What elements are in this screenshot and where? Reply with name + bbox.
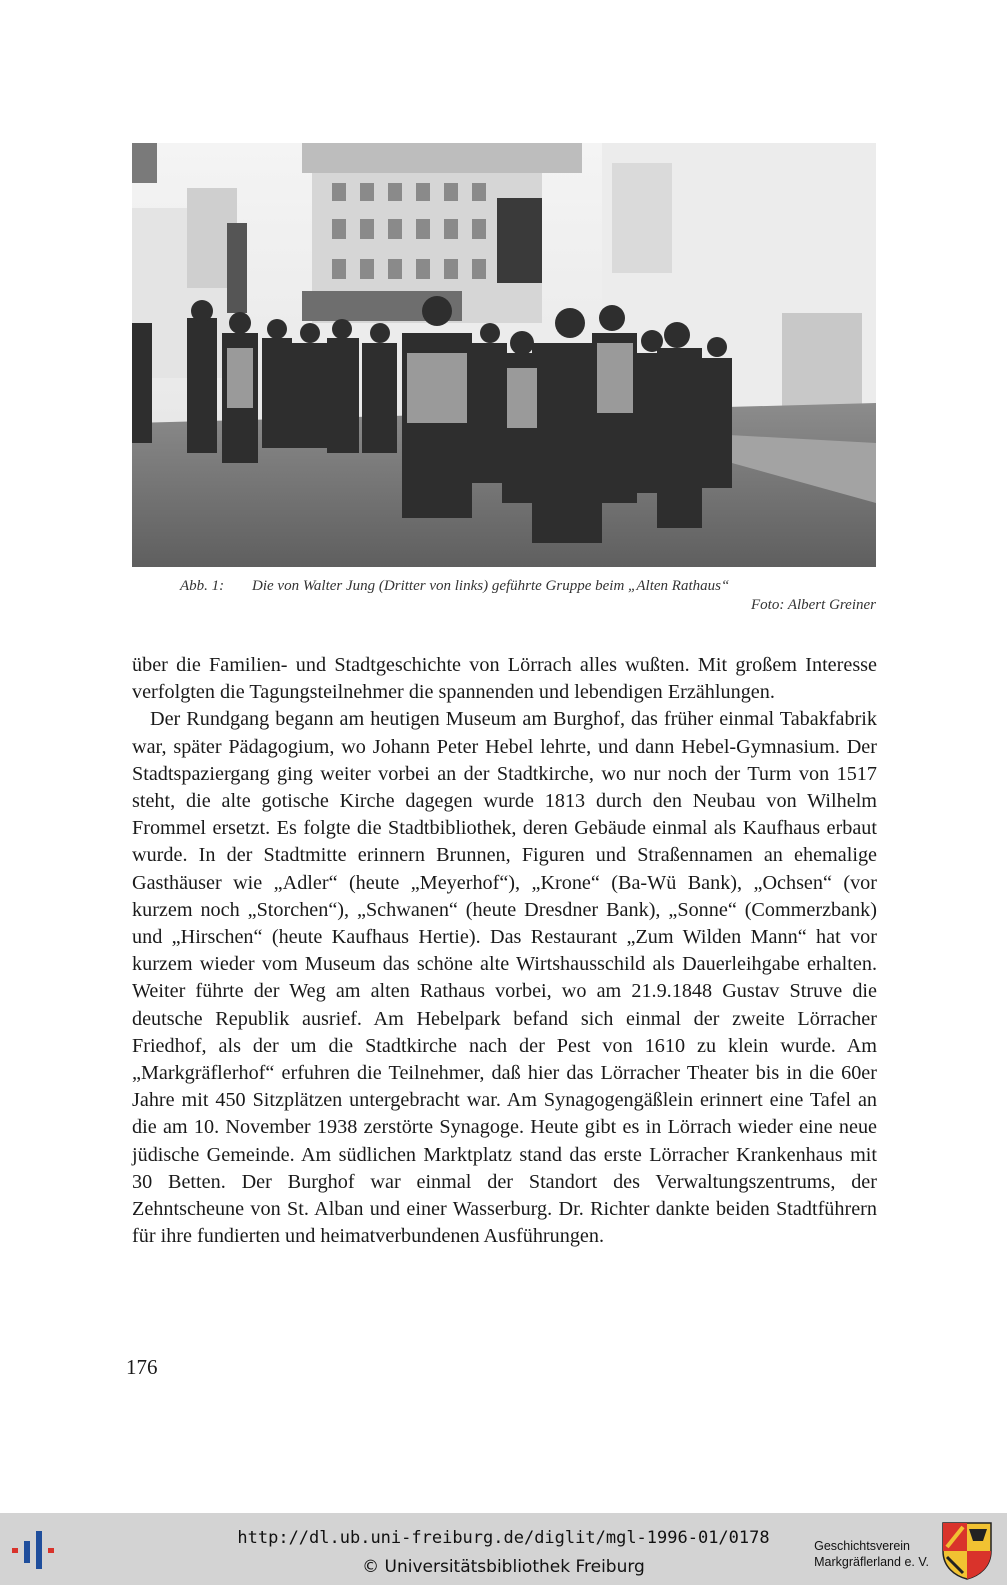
society-name-line2: Markgräflerland e. V. (814, 1555, 929, 1569)
figure-caption-text: Die von Walter Jung (Dritter von links) geführte Gruppe beim „Alten Rathaus“ (252, 578, 730, 594)
figure-label: Abb. 1: (180, 578, 225, 594)
paragraph: Der Rundgang begann am heutigen Museum am Burghof, das früher einmal Tabakfabrik war, später Pädagogium, wo Johann Peter Hebel lehrte, und dann Hebel-Gymnasium. Der Stadtspaziergang ging weiter vorbei an der Stadtkirche, wo nur noch der Turm von 1517 steht, die alte gotische Kirche dagegen wurde 1813 durch den Neubau von Wilhelm Frommel ersetzt. Es folgte die Stadtbibliothek, deren Gebäude einmal als Kaufhaus erbaut wurde. In der Stadtmitte erinnern Brunnen, Figuren und Straßennamen an ehemalige Gasthäuser wie „Adler“ (heute „Meyerhof“), „Krone“ (Ba-Wü Bank), „Ochsen“ (vor kurzem noch „Storchen“), „Schwanen“ (heute Dresdner Bank), „Sonne“ (Commerzbank) und „Hirschen“ (heute Kaufhaus Hertie). Das Restaurant „Zum Wilden Mann“ hat vor kurzem wieder vom Museum das schöne alte Wirtshausschild als Dauerleihgabe erhalten. Weiter führte der Weg am alten Rathaus vorbei, wo am 21.9.1848 Gustav Struve die deutsche Republik ausrief. Am Hebelpark befand sich einmal der zweite Lörracher Friedhof, als der um die Stadtkirche nach der Pest von 1610 zu klein wurde. Am „Markgräflerhof“ erfuhren die Teilnehmer, daß hier das Lörracher Theater bis in die 60er Jahre mit 450 Sitzplätzen untergebracht war. Am Synagogengäßlein erinnert eine Tafel an die am 10. November 1938 zerstörte Synagoge. Heute gibt es in Lörrach wieder eine neue jüdische Gemeinde. Am südlichen Marktplatz stand das erste Lörracher Krankenhaus mit 30 Betten. Der Burghof war einmal der Standort des Verwaltungszentrums, der Zehntscheune von St. Alban und einer Wasserburg. Dr. Richter dankte beiden Stadtführern für ihre fundierten und heimatverbundenen Ausführungen. (132, 708, 877, 1248)
society-name-line1: Geschichtsverein (814, 1539, 910, 1553)
photo-credit: Foto: Albert Greiner (751, 597, 876, 613)
copyright-notice: © Universitätsbibliothek Freiburg (362, 1557, 645, 1577)
document-url-link[interactable]: http://dl.ub.uni-freiburg.de/diglit/mgl-1996-01/0178 (237, 1528, 770, 1548)
coat-of-arms-icon[interactable] (939, 1521, 995, 1581)
body-text (132, 652, 877, 1250)
page-number: 176 (126, 1355, 158, 1379)
figure-caption (180, 578, 880, 595)
group-photo (132, 143, 876, 567)
paragraph: über die Familien- und Stadtgeschichte von Lörrach alles wußten. Mit großem Interesse verfolgten die Tagungsteilnehmer die spannenden und lebendigen Erzählungen. (132, 654, 877, 704)
society-name (814, 1538, 929, 1570)
footer-bar (0, 1513, 1007, 1585)
